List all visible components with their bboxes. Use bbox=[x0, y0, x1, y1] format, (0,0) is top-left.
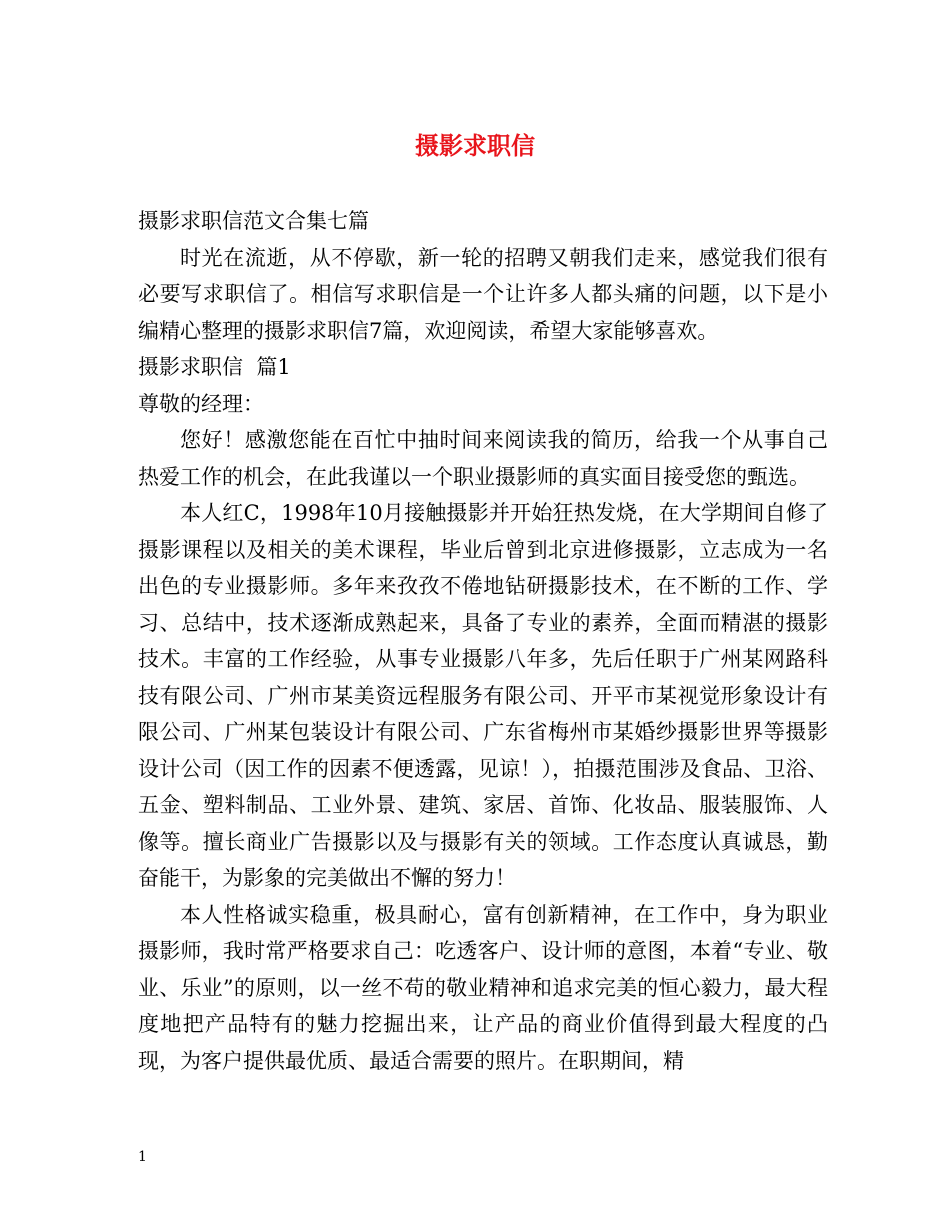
body-paragraph: 您好！感激您能在百忙中抽时间来阅读我的简历，给我一个从事自己热爱工作的机会，在此我谨以一个职业摄影师的真实面目接受您的甄选。 bbox=[138, 428, 828, 489]
document-subtitle: 摄影求职信范文合集七篇 bbox=[138, 209, 369, 233]
body-paragraph: 本人红C，1998年10月接触摄影并开始狂热发烧，在大学期间自修了摄影课程以及相关的美术课程，毕业后曾到北京进修摄影，立志成为一名出色的专业摄影师。多年来孜孜不倦地钻研摄影技术，在不断的工作、学习、总结中，技术逐渐成熟起来，具备了专业的素养，全面而精湛的摄影技术。丰富的工作经验，从事专业摄影八年多，先后任职于广州某网路科技有限公司、广州市某美资远程服务有限公司、开平市某视觉形象设计有限公司、广州某包装设计有限公司、广东省梅州市某婚纱摄影世界等摄影设计公司（因工作的因素不便透露，见谅！），拍摄范围涉及食品、卫浴、五金、塑料制品、工业外景、建筑、家居、首饰、化妆品、服装服饰、人像等。擅长商业广告摄影以及与摄影有关的领域。工作态度认真诚恳，勤奋能干，为影象的完美做出不懈的努力！ bbox=[138, 501, 828, 890]
section-heading: 摄影求职信 篇1 bbox=[138, 355, 291, 379]
body-paragraph: 本人性格诚实稳重，极具耐心，富有创新精神，在工作中，身为职业摄影师，我时常严格要求自己：吃透客户、设计师的意图，本着“专业、敬业、乐业”的原则，以一丝不苟的敬业精神和追求完美的恒心毅力，最大程度地把产品特有的魅力挖掘出来，让产品的商业价值得到最大程度的凸现，为客户提供最优质、最适合需要的照片。在职期间，精 bbox=[138, 902, 828, 1073]
document-title: 摄影求职信 bbox=[415, 131, 535, 160]
page-number: 1 bbox=[138, 1149, 147, 1165]
document-body bbox=[138, 203, 828, 1079]
intro-paragraph: 时光在流逝，从不停歇，新一轮的招聘又朝我们走来，感觉我们很有必要写求职信了。相信写求职信是一个让许多人都头痛的问题，以下是小编精心整理的摄影求职信7篇，欢迎阅读，希望大家能够喜欢。 bbox=[138, 245, 828, 343]
salutation: 尊敬的经理： bbox=[138, 391, 264, 416]
